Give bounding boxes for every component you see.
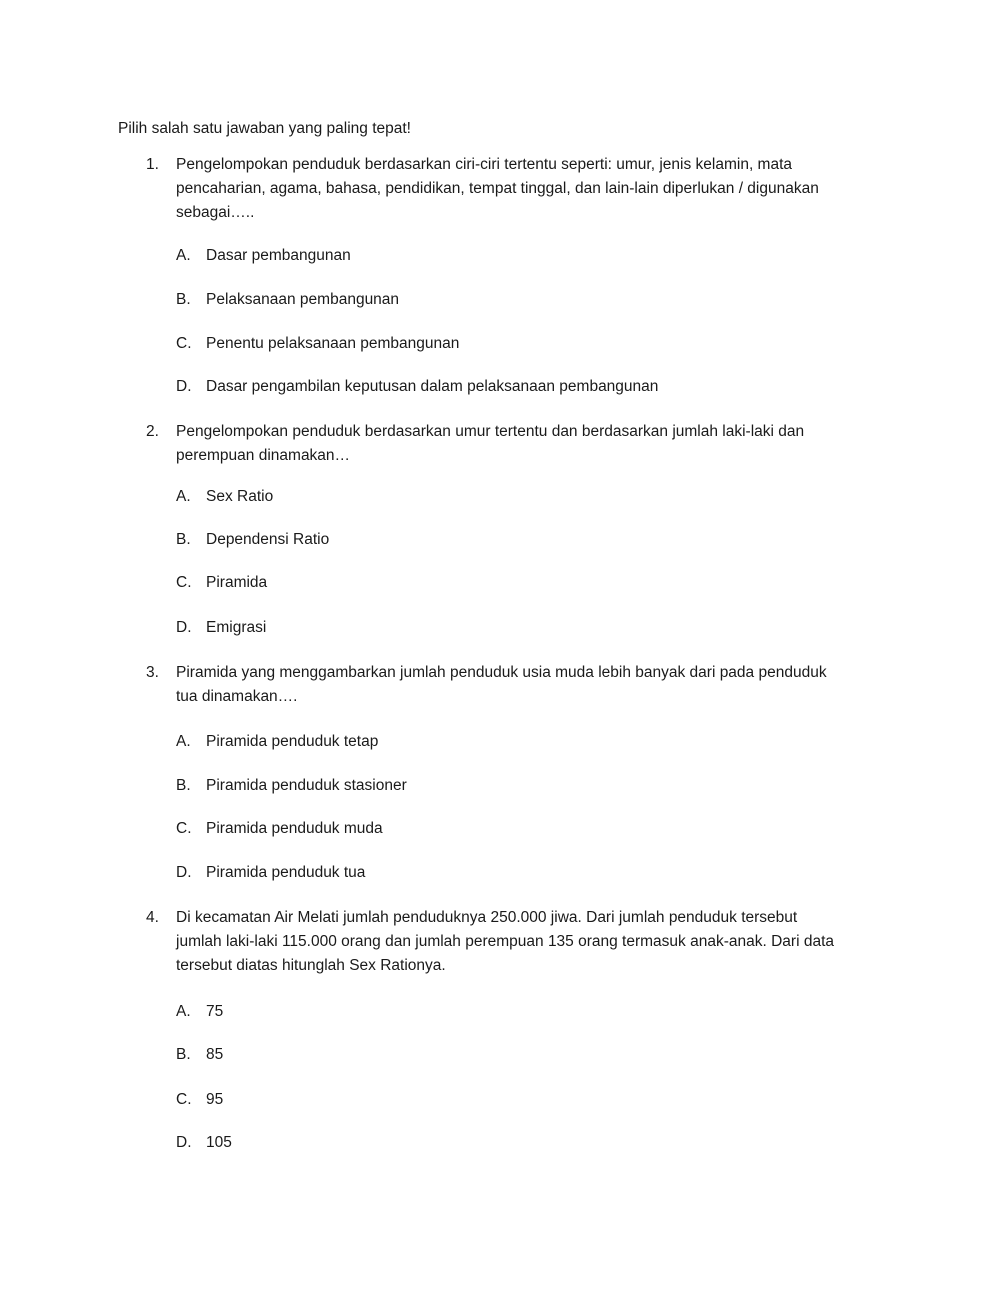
question-line: Pengelompokan penduduk berdasarkan ciri-ciri tertentu seperti: umur, jenis kelamin, mata [176,156,793,173]
option-text: Emigrasi [206,619,267,636]
option-letter: D. [176,1134,192,1151]
option-c[interactable] [176,1089,223,1111]
option-letter: D. [176,619,192,636]
question-line: perempuan dinamakan… [176,447,351,464]
option-letter: A. [176,733,191,750]
option-d[interactable] [176,376,658,398]
option-letter: C. [176,1091,192,1108]
option-d[interactable] [176,617,266,639]
option-a[interactable] [176,486,273,508]
option-text: Piramida penduduk tetap [206,733,379,750]
option-a[interactable] [176,245,351,267]
option-text: Dasar pengambilan keputusan dalam pelaksanaan pembangunan [206,378,659,395]
instruction-text: Pilih salah satu jawaban yang paling tepat! [118,120,411,137]
option-text: Piramida penduduk muda [206,820,383,837]
option-letter: B. [176,777,191,794]
option-letter: B. [176,531,191,548]
question-line: Pengelompokan penduduk berdasarkan umur tertentu dan berdasarkan jumlah laki-laki dan [176,423,805,440]
option-text: Dasar pembangunan [206,247,351,264]
question-line: jumlah laki-laki 115.000 orang dan jumlah perempuan 135 orang termasuk anak-anak. Dari data [176,933,834,950]
option-letter: A. [176,247,191,264]
option-letter: B. [176,291,191,308]
option-letter: C. [176,574,192,591]
option-a[interactable] [176,731,378,753]
option-b[interactable] [176,775,407,797]
question-line: pencaharian, agama, bahasa, pendidikan, tempat tinggal, dan lain-lain diperlukan / digunakan [176,180,819,197]
option-letter: A. [176,488,191,505]
question-line: Di kecamatan Air Melati jumlah penduduknya 250.000 jiwa. Dari jumlah penduduk tersebut [176,909,798,926]
option-text: 75 [206,1003,224,1020]
question-line: Piramida yang menggambarkan jumlah penduduk usia muda lebih banyak dari pada penduduk [176,664,827,681]
option-c[interactable] [176,333,459,355]
option-b[interactable] [176,529,329,551]
option-text: Piramida penduduk tua [206,864,366,881]
question-text [176,153,896,225]
option-c[interactable] [176,818,383,840]
option-text: Pelaksanaan pembangunan [206,291,400,308]
option-letter: A. [176,1003,191,1020]
option-letter: D. [176,378,192,395]
question-number: 1. [146,156,159,173]
question-line: sebagai….. [176,204,255,221]
question-number: 2. [146,423,159,440]
option-letter: C. [176,335,192,352]
option-text: Sex Ratio [206,488,274,505]
question-number: 4. [146,909,159,926]
option-text: 105 [206,1134,232,1151]
option-letter: B. [176,1046,191,1063]
option-d[interactable] [176,862,365,884]
option-text: Penentu pelaksanaan pembangunan [206,335,460,352]
option-text: 85 [206,1046,224,1063]
question-number: 3. [146,664,159,681]
option-letter: D. [176,864,192,881]
option-b[interactable] [176,1044,223,1066]
question-text [176,661,896,709]
option-c[interactable] [176,572,267,594]
question-line: tersebut diatas hitunglah Sex Rationya. [176,957,446,974]
option-text: Dependensi Ratio [206,531,330,548]
question-line: tua dinamakan…. [176,688,298,705]
option-a[interactable] [176,1001,223,1023]
option-d[interactable] [176,1132,232,1154]
option-text: Piramida penduduk stasioner [206,777,407,794]
question-text [176,906,896,978]
option-text: Piramida [206,574,268,591]
option-b[interactable] [176,289,399,311]
option-text: 95 [206,1091,224,1108]
question-text [176,420,896,468]
option-letter: C. [176,820,192,837]
